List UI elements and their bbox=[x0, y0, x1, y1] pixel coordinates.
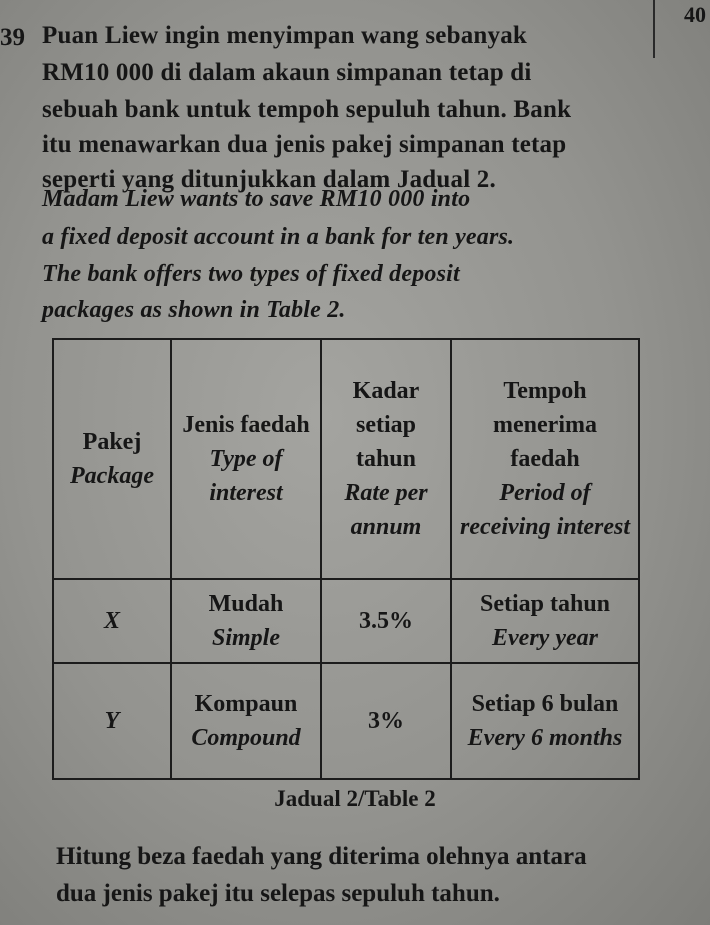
table-caption: Jadual 2/Table 2 bbox=[274, 786, 436, 811]
malay-line: seperti yang ditunjukkan dalam Jadual 2. bbox=[42, 166, 496, 193]
malay-line: Puan Liew ingin menyimpan wang sebanyak bbox=[42, 22, 527, 49]
malay-line: itu menawarkan dua jenis pakej simpanan tetap bbox=[42, 131, 567, 158]
header-period: Tempoh menerima faedah Period of receiving interest bbox=[451, 339, 639, 579]
english-line: packages as shown in Table 2. bbox=[42, 297, 346, 323]
cell-rate: 3.5% bbox=[321, 579, 451, 663]
marks-number: 40 bbox=[684, 2, 706, 27]
english-line: Madam Liew wants to save RM10 000 into bbox=[42, 186, 471, 212]
header-rate: Kadar setiap tahun Rate per annum bbox=[321, 339, 451, 579]
cell-interest-type: Mudah Simple bbox=[171, 579, 321, 663]
english-line: a fixed deposit account in a bank for ten years. bbox=[42, 224, 515, 250]
margin-divider bbox=[653, 0, 655, 58]
malay-line: RM10 000 di dalam akaun simpanan tetap di bbox=[42, 59, 532, 86]
instruction-line: Hitung beza faedah yang diterima olehnya antara bbox=[56, 843, 587, 870]
cell-period: Setiap tahun Every year bbox=[451, 579, 639, 663]
question-number: 39 bbox=[0, 24, 25, 51]
cell-interest-type: Kompaun Compound bbox=[171, 663, 321, 779]
instruction-line: dua jenis pakej itu selepas sepuluh tahun. bbox=[56, 880, 500, 907]
cell-package: X bbox=[53, 579, 171, 663]
table-header-row bbox=[53, 339, 639, 579]
header-package: Pakej Package bbox=[53, 339, 171, 579]
table-row bbox=[53, 579, 639, 663]
cell-rate: 3% bbox=[321, 663, 451, 779]
cell-period: Setiap 6 bulan Every 6 months bbox=[451, 663, 639, 779]
table-row bbox=[53, 663, 639, 779]
cell-package: Y bbox=[53, 663, 171, 779]
deposit-packages-table bbox=[52, 338, 640, 780]
malay-line: sebuah bank untuk tempoh sepuluh tahun. Bank bbox=[42, 96, 572, 123]
header-interest-type: Jenis faedah Type of interest bbox=[171, 339, 321, 579]
english-line: The bank offers two types of fixed deposit bbox=[42, 261, 460, 287]
